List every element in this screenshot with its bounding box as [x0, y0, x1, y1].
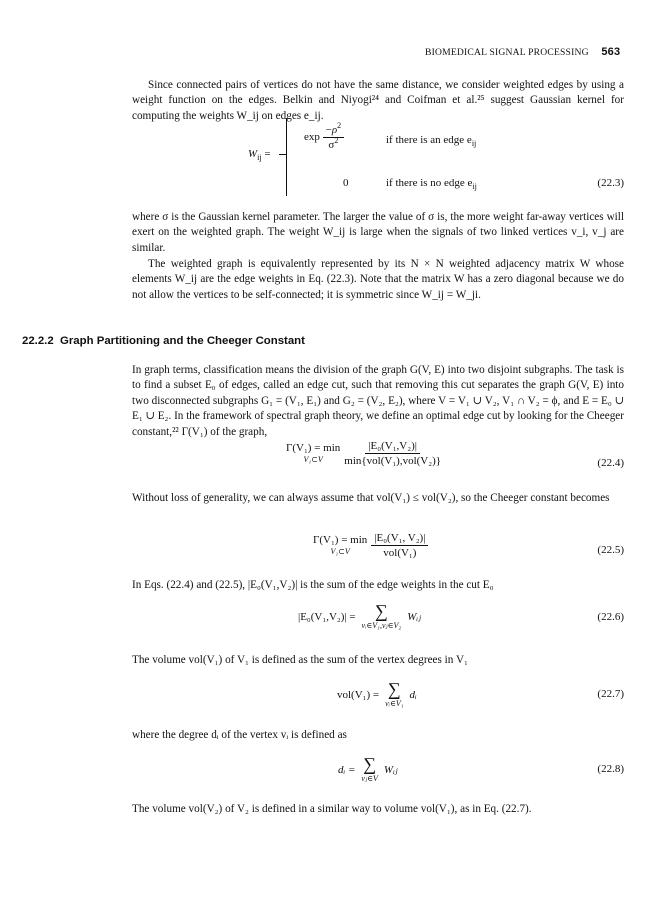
- paragraph-sigma: where σ is the Gaussian kernel parameter. The larger the value of σ is, the more weight far-away vertices will exert on the weighted graph. The weight W_ij is large when the signals of two linked vertices v_i, v_j are similar.: [132, 211, 624, 254]
- eq4-numerator: |E₀(V₁,V₂)|: [365, 440, 420, 454]
- eq6-rhs: Wᵢⱼ: [407, 611, 422, 623]
- paragraph-volume-v2: The volume vol(V₂) of V₂ is defined in a similar way to volume vol(V₁), as in Eq. (22.7).: [132, 803, 532, 815]
- paragraph-weighted-edges: Since connected pairs of vertices do not have the same distance, we consider weighted edges by using a weight function on the edges. Belkin and Niyogi²⁴ and Coifman et al.²⁵ suggest Gaussian kernel for computing the weights W_ij on edges e_ij.: [132, 79, 624, 122]
- eq5: Γ(V₁) = min V₁⊂V $\frac{\text{|E₀(V₁, V₂)|}}{\text{vol(V₁)}}$: [313, 532, 428, 559]
- eq3-brace: [286, 118, 297, 196]
- section-number: 22.2.2: [22, 335, 54, 347]
- eq8-rhs: Wᵢⱼ: [383, 764, 398, 776]
- paragraph-degree-def: where the degree dᵢ of the vertex vᵢ is defined as: [132, 729, 347, 741]
- eq7-lhs: vol(V₁) =: [337, 688, 380, 701]
- paragraph-adjacency: The weighted graph is equivalently represented by its N × N weighted adjacency matrix W whose elements W_ij are the edge weights in Eq. (22.3). Note that the matrix W has a zero diagonal because we do not allow the vertices to be self-connected; it is symmetric since W_ij = W_ji.: [132, 258, 624, 301]
- eq3-case2-value: 0: [343, 177, 349, 189]
- eq3-number: (22.3): [597, 177, 624, 189]
- eq7: vol(V₁) = ∑ vᵢ∈V₁ dᵢ: [337, 679, 417, 708]
- section-heading: [22, 335, 305, 347]
- eq6: |E₀(V₁,V₂)| = ∑ vᵢ∈V₁,vⱼ∈V₂ Wᵢⱼ: [298, 601, 422, 630]
- running-header: [425, 46, 620, 58]
- eq4: Γ(V₁) = min V₁⊂V $\frac{\text{|E₀(V₁,V₂)|}}{\text{min\{vol(V₁),vol(V₂)\}}}$: [286, 440, 442, 467]
- eq8-number: (22.8): [597, 763, 624, 775]
- eq7-rhs: dᵢ: [409, 688, 417, 701]
- running-title: BIOMEDICAL SIGNAL PROCESSING: [425, 47, 589, 58]
- eq7-number: (22.7): [597, 688, 624, 700]
- paragraph-cut-weights: In Eqs. (22.4) and (22.5), |E₀(V₁,V₂)| is the sum of the edge weights in the cut E₀: [132, 579, 494, 591]
- eq3-case2-condition: if there is no edge $e_{ij}$: [386, 177, 477, 191]
- eq4-number: (22.4): [597, 457, 624, 469]
- eq8: dᵢ = ∑ vⱼ∈V Wᵢⱼ: [338, 754, 398, 783]
- eq5-number: (22.5): [597, 544, 624, 556]
- eq3-lhs: $W_{ij}$ =: [248, 148, 271, 162]
- eq3-case1: exp $\frac{-\rho^2}{\sigma^2}$: [304, 124, 344, 151]
- eq5-lhs: Γ(V₁) = min: [313, 533, 368, 546]
- eq6-lhs: |E₀(V₁,V₂)| =: [298, 610, 356, 623]
- eq5-numerator: |E₀(V₁, V₂)|: [371, 532, 428, 546]
- eq6-number: (22.6): [597, 611, 624, 623]
- page-number: 563: [601, 46, 621, 58]
- eq4-denominator: min{vol(V₁),vol(V₂)}: [344, 455, 442, 467]
- paragraph-volume-def: The volume vol(V₁) of V₁ is defined as the sum of the vertex degrees in V₁: [132, 654, 468, 666]
- eq3-case1-condition: if there is an edge $e_{ij}$: [386, 134, 477, 148]
- paragraph-partitioning: In graph terms, classification means the division of the graph G(V, E) into two disjoint subgraphs. The task is to find a subset E₀ of edges, called an edge cut, such that removing this cut separates the graph G(V, E) into two disconnected subgraphs G₁ = (V₁, E₁) and G₂ = (V₂, E₂), where V = V₁ ∪ V₂, V₁ ∩ V₂ = ϕ, and E = E₀ ∪ E₁ ∪ E₂. In the framework of spectral graph theory, we define an optimal edge cut by looking for the Cheeger constant,²² Γ(V₁) of the graph,: [132, 364, 624, 438]
- eq5-denominator: vol(V₁): [383, 547, 417, 559]
- section-title: Graph Partitioning and the Cheeger Constant: [60, 335, 305, 347]
- eq4-lhs: Γ(V₁) = min: [286, 441, 341, 454]
- eq8-lhs: dᵢ =: [338, 763, 356, 776]
- paragraph-loss-generality: Without loss of generality, we can always assume that vol(V₁) ≤ vol(V₂), so the Cheeger constant becomes: [132, 492, 610, 504]
